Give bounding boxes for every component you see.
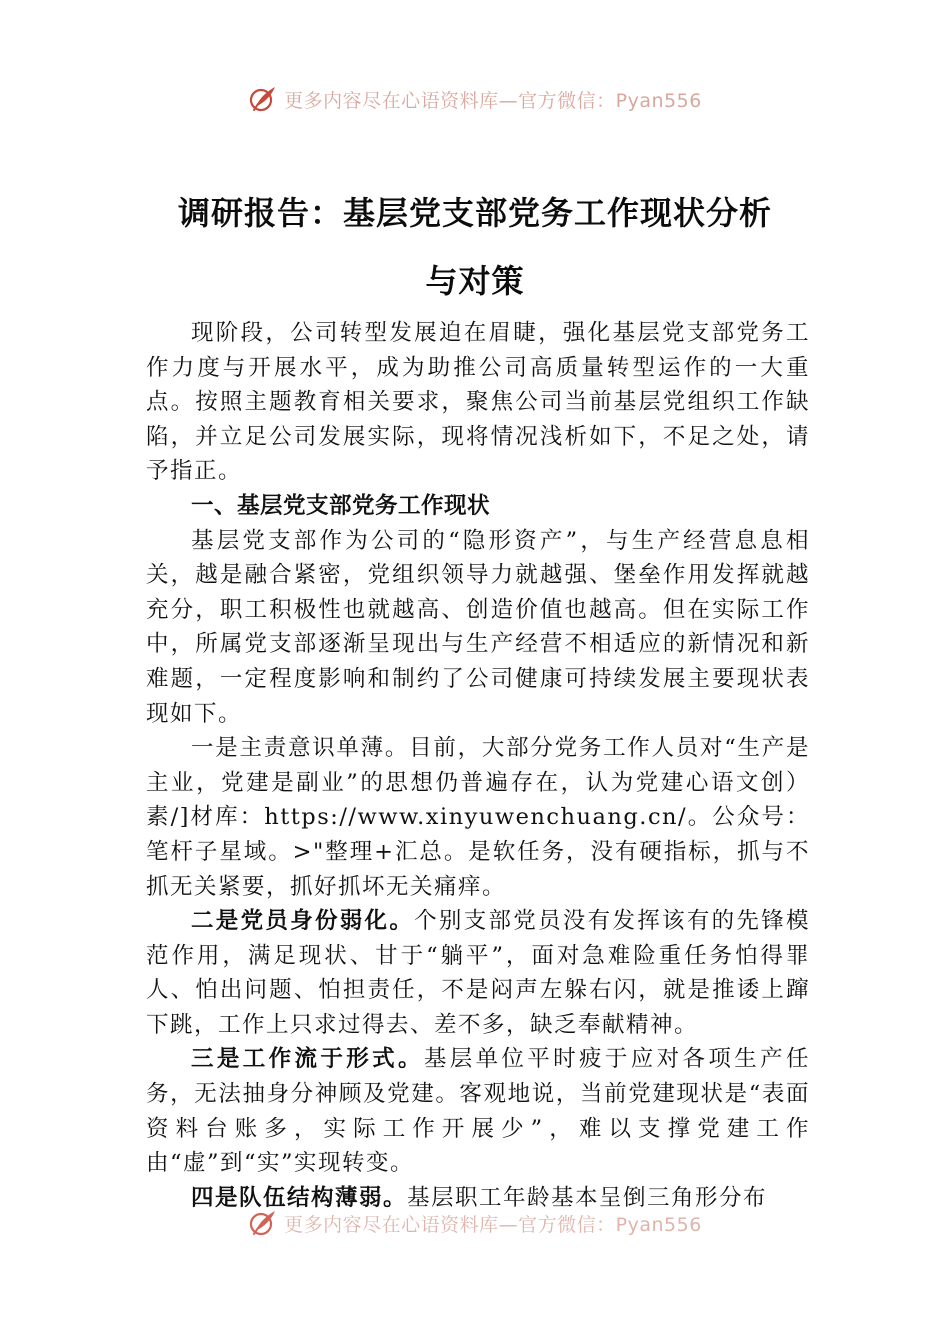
intro-paragraph: 现阶段，公司转型发展迫在眉睫，强化基层党支部党务工作力度与开展水平，成为助推公司高质量转型运作的一大重点。按照主题教育相关要求，聚焦公司当前基层党组织工作缺陷，并立足公司发展实际，现将情况浅析如下，不足之处，请予指正。 bbox=[146, 320, 810, 485]
point-one-paragraph: 一是主责意识单薄。目前，大部分党务工作人员对“生产是主业，党建是副业”的思想仍普遍存在，认为党建心语文创）素/]材库：https://www.xinyuwenchuang.cn/。公众号：笔杆子星域。>"整理+汇总。是软任务，没有硬指标，抓与不抓无关紧要，抓好抓坏无关痛痒。 bbox=[146, 735, 810, 900]
section-heading: 一、基层党支部党务工作现状 bbox=[191, 492, 491, 519]
point-three-paragraph bbox=[146, 1042, 810, 1180]
document-title-line1: 调研报告：基层党支部党务工作现状分析 bbox=[177, 194, 772, 232]
status-paragraph: 基层党支部作为公司的“隐形资产”，与生产经营息息相关，越是融合紧密，党组织领导力就越强、堡垒作用发挥就越充分，职工积极性也就越高、创造价值也越高。但在实际工作中，所属党支部逐渐呈现出与生产经营不相适应的新情况和新难题，一定程度影响和制约了公司健康可持续发展主要现状表现如下。 bbox=[146, 527, 810, 727]
point-three-lead: 三是工作流于形式。 bbox=[191, 1046, 424, 1073]
quill-logo-icon bbox=[248, 84, 278, 114]
document-title-line2: 与对策 bbox=[425, 262, 525, 300]
point-four-lead: 四是队伍结构薄弱。 bbox=[191, 1184, 408, 1211]
point-two-lead: 二是党员身份弱化。 bbox=[191, 908, 415, 935]
document-body bbox=[146, 316, 810, 1215]
point-two-text: 个别支部党员没有发挥该有的先锋模范作用，满足现状、甘于“躺平”，面对急难险重任务怕得罪人、怕出问题、怕担责任，不是闷声左躲右闪，就是推诿上蹿下跳，工作上只求过得去、差不多，缺乏奉献精神。 bbox=[146, 908, 810, 1038]
watermark-footer bbox=[0, 1208, 950, 1238]
point-three-text: 基层单位平时疲于应对各项生产任务，无法抽身分神顾及党建。客观地说，当前党建现状是“表面资料台账多，实际工作开展少”，难以支撑党建工作由“虚”到“实”实现转变。 bbox=[146, 1046, 810, 1177]
point-four-text: 基层职工年龄基本呈倒三角形分布 bbox=[407, 1184, 768, 1211]
quill-logo-icon bbox=[248, 1208, 278, 1238]
point-two-paragraph bbox=[146, 904, 810, 1042]
watermark-text: 更多内容尽在心语资料库—官方微信：Pyan556 bbox=[284, 89, 702, 112]
watermark-header bbox=[0, 84, 950, 114]
watermark-text: 更多内容尽在心语资料库—官方微信：Pyan556 bbox=[284, 1213, 702, 1236]
